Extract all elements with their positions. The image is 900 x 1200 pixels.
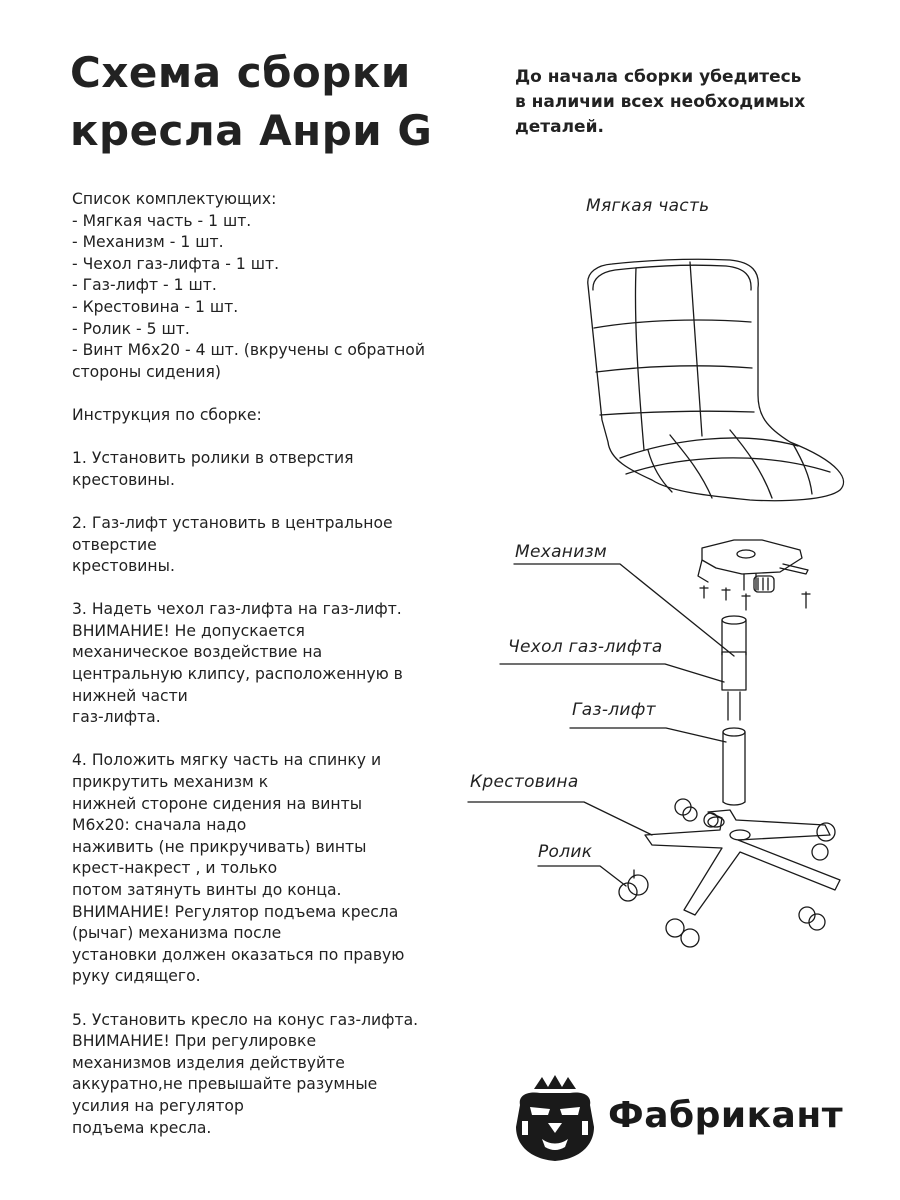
caster-label: Ролик [538,842,593,862]
instruction-line: прикрутить механизм к [72,773,269,792]
instruction-line: механизмов изделия действуйте [72,1053,345,1072]
instruction-line: подъема кресла. [72,1118,212,1137]
instruction-line: - Ролик - 5 шт. [72,319,190,338]
instruction-line: усилия на регулятор [72,1096,244,1115]
instruction-line: 2. Газ-лифт установить в центральное [72,513,393,532]
title-line-2: кресла Анри G [70,106,433,155]
instruction-line [72,729,472,751]
notice-line-3: деталей. [515,117,604,137]
instruction-line: 1. Установить ролики в отверстия [72,449,354,468]
instruction-line [72,491,472,513]
gaslift [723,728,745,805]
gaslift-leader [570,728,726,742]
instruction-line: центральную клипсу, расположенную в [72,665,403,684]
title-line-1: Схема сборки [70,48,411,97]
instruction-line: механическое воздействие на [72,643,323,662]
brand-name: Фабрикант [608,1095,844,1136]
instruction-line: установки должен оказаться по правую [72,945,405,964]
instruction-line: крестовины. [72,470,175,489]
instruction-line: М6х20: сначала надо [72,816,247,835]
instruction-line: 4. Положить мягку часть на спинку и [72,751,382,770]
instruction-line [72,383,472,405]
instruction-line: ВНИМАНИЕ! При регулировке [72,1032,317,1051]
lion-icon [510,1075,600,1165]
cover-leader [500,664,724,682]
instruction-line: - Механизм - 1 шт. [72,233,224,252]
mechanism-label: Механизм [515,542,608,562]
instruction-line: отверстие [72,535,157,554]
instruction-line: аккуратно,не превышайте разумные [72,1075,378,1094]
instruction-line: - Крестовина - 1 шт. [72,297,239,316]
gaslift-cover [722,616,746,720]
caster [619,870,648,901]
star-base [645,799,840,947]
gaslift-label: Газ-лифт [572,700,656,720]
exploded-chair-drawing [440,180,900,980]
instruction-line: - Винт М6х20 - 4 шт. (вкручены с обратной [72,341,425,360]
instruction-line: ВНИМАНИЕ! Не допускается [72,621,305,640]
instruction-line: наживить (не прикручивать) винты [72,837,367,856]
seat-shell [588,259,844,500]
instruction-line: нижней стороне сидения на винты [72,794,363,813]
cover-label: Чехол газ-лифта [508,637,663,657]
instruction-line [72,578,472,600]
instruction-line: потом затянуть винты до конца. [72,881,342,899]
instruction-line: (рычаг) механизма после [72,924,282,943]
instruction-line: нижней части [72,686,188,705]
page-title [70,44,490,160]
mechanism [698,540,810,610]
caster-leader [538,866,626,886]
instruction-line: - Чехол газ-лифта - 1 шт. [72,254,280,273]
notice-line-1: До начала сборки убедитесь [515,67,802,87]
instruction-line: Инструкция по сборке: [72,405,262,424]
instruction-line: 3. Надеть чехол газ-лифта на газ-лифт. [72,600,402,619]
instruction-line: 5. Установить кресло на конус газ-лифта. [72,1010,419,1029]
check-parts-notice [515,65,875,140]
instruction-line: стороны сидения) [72,362,221,381]
instruction-line: - Газ-лифт - 1 шт. [72,276,217,295]
instruction-line: Список комплектующих: [72,190,277,208]
instruction-line: руку сидящего. [72,967,201,986]
assembly-instructions [72,189,472,1139]
instruction-line: - Мягкая часть - 1 шт. [72,211,252,230]
instruction-line: ВНИМАНИЕ! Регулятор подъема кресла [72,902,399,921]
instruction-line [72,988,472,1010]
instruction-line: крестовины. [72,557,175,576]
base-leader [468,802,652,835]
instruction-line: крест-накрест , и только [72,859,278,878]
seat-label: Мягкая часть [586,196,710,216]
instruction-line: газ-лифта. [72,708,161,727]
assembly-diagram [440,180,900,980]
notice-line-2: в наличии всех необходимых [515,92,806,112]
instruction-line [72,427,472,449]
base-label: Крестовина [470,772,579,792]
